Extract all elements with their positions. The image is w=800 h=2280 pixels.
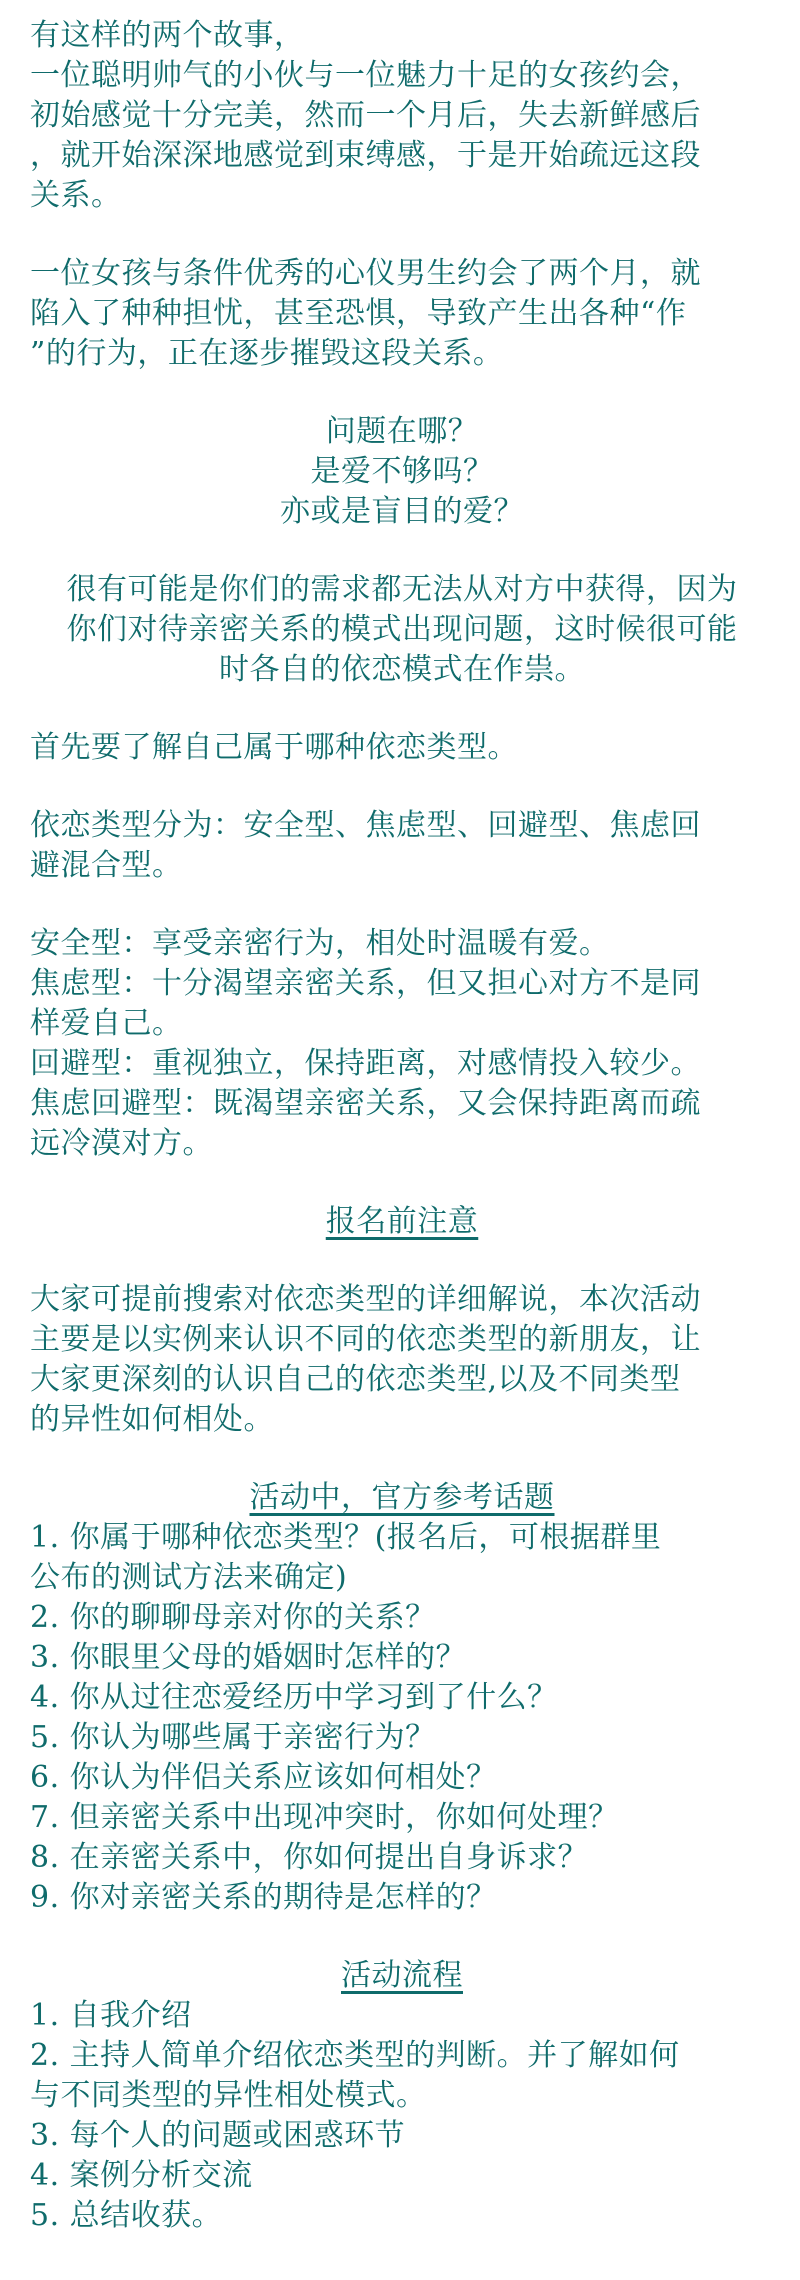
question-line: 亦或是盲目的爱？ xyxy=(280,494,524,529)
text-line: 有这样的两个故事， xyxy=(30,18,305,53)
flow-heading-wrap xyxy=(30,1956,774,1996)
answer-paragraph xyxy=(30,570,774,690)
notice-heading-wrap xyxy=(30,1202,774,1242)
text-line: 很有可能是你们的需求都无法从对方中获得，因为 xyxy=(66,572,738,607)
text-line: 主要是以实例来认识不同的依恋类型的新朋友，让 xyxy=(30,1322,701,1357)
list-item: 1. 自我介绍 xyxy=(30,1998,192,2033)
text-line: 首先要了解自己属于哪种依恋类型。 xyxy=(30,730,518,765)
text-line: 初始感觉十分完美，然而一个月后，失去新鲜感后 xyxy=(30,98,701,133)
type-line: 样爱自己。 xyxy=(30,1006,183,1041)
text-line: 大家更深刻的认识自己的依恋类型,以及不同类型 xyxy=(30,1362,681,1397)
text-line: 陷入了种种担忧，甚至恐惧，导致产生出各种“作 xyxy=(30,296,687,331)
type-line: 安全型：享受亲密行为，相处时温暖有爱。 xyxy=(30,926,610,961)
topics-heading: 活动中，官方参考话题 xyxy=(249,1480,555,1515)
list-item: 2. 主持人简单介绍依恋类型的判断。并了解如何 xyxy=(30,2038,680,2073)
story-one xyxy=(30,16,774,216)
list-item: 4. 你从过往恋爱经历中学习到了什么？ xyxy=(30,1680,558,1715)
questions xyxy=(30,412,774,532)
topics-heading-wrap xyxy=(30,1478,774,1518)
text-line: 一位聪明帅气的小伙与一位魅力十足的女孩约会， xyxy=(30,58,701,93)
list-item: 5. 你认为哪些属于亲密行为？ xyxy=(30,1720,436,1755)
text-line: 避混合型。 xyxy=(30,848,183,883)
flow-list xyxy=(30,1996,774,2236)
text-line: 大家可提前搜索对依恋类型的详细解说，本次活动 xyxy=(30,1282,701,1317)
text-line: 一位女孩与条件优秀的心仪男生约会了两个月，就 xyxy=(30,256,701,291)
text-line: ”的行为，正在逐步摧毁这段关系。 xyxy=(30,336,504,371)
list-item: 3. 你眼里父母的婚姻时怎样的？ xyxy=(30,1640,467,1675)
list-item: 6. 你认为伴侣关系应该如何相处？ xyxy=(30,1760,497,1795)
question-line: 问题在哪？ xyxy=(325,414,479,449)
first-step xyxy=(30,728,774,768)
list-item: 1. 你属于哪种依恋类型？(报名后，可根据群里 xyxy=(30,1520,662,1555)
type-line: 远冷漠对方。 xyxy=(30,1126,213,1161)
text-line: 的异性如何相处。 xyxy=(30,1402,274,1437)
list-item: 7. 但亲密关系中出现冲突时，你如何处理？ xyxy=(30,1800,619,1835)
flow-heading: 活动流程 xyxy=(341,1958,463,1993)
notice-heading: 报名前注意 xyxy=(325,1204,479,1239)
story-two xyxy=(30,254,774,374)
notice-body xyxy=(30,1280,774,1440)
text-line: 关系。 xyxy=(30,178,122,213)
topics-list xyxy=(30,1518,774,1918)
text-line: 依恋类型分为：安全型、焦虑型、回避型、焦虑回 xyxy=(30,808,701,843)
list-item: 与不同类型的异性相处模式。 xyxy=(30,2078,427,2113)
list-item: 9. 你对亲密关系的期待是怎样的？ xyxy=(30,1880,497,1915)
list-item: 公布的测试方法来确定) xyxy=(30,1560,348,1595)
attachment-types xyxy=(30,924,774,1164)
list-item: 5. 总结收获。 xyxy=(30,2198,223,2233)
type-line: 回避型：重视独立，保持距离，对感情投入较少。 xyxy=(30,1046,701,1081)
question-line: 是爱不够吗？ xyxy=(310,454,494,489)
list-item: 4. 案例分析交流 xyxy=(30,2158,253,2193)
list-item: 2. 你的聊聊母亲对你的关系？ xyxy=(30,1600,436,1635)
list-item: 3. 每个人的问题或困惑环节 xyxy=(30,2118,406,2153)
text-line: 你们对待亲密关系的模式出现问题，这时候很可能 xyxy=(66,612,738,647)
types-intro xyxy=(30,806,774,886)
type-line: 焦虑回避型：既渴望亲密关系，又会保持距离而疏 xyxy=(30,1086,701,1121)
list-item: 8. 在亲密关系中，你如何提出自身诉求？ xyxy=(30,1840,589,1875)
text-line: ，就开始深深地感觉到束缚感，于是开始疏远这段 xyxy=(30,138,701,173)
type-line: 焦虑型：十分渴望亲密关系，但又担心对方不是同 xyxy=(30,966,701,1001)
text-line: 时各自的依恋模式在作祟。 xyxy=(219,652,585,687)
